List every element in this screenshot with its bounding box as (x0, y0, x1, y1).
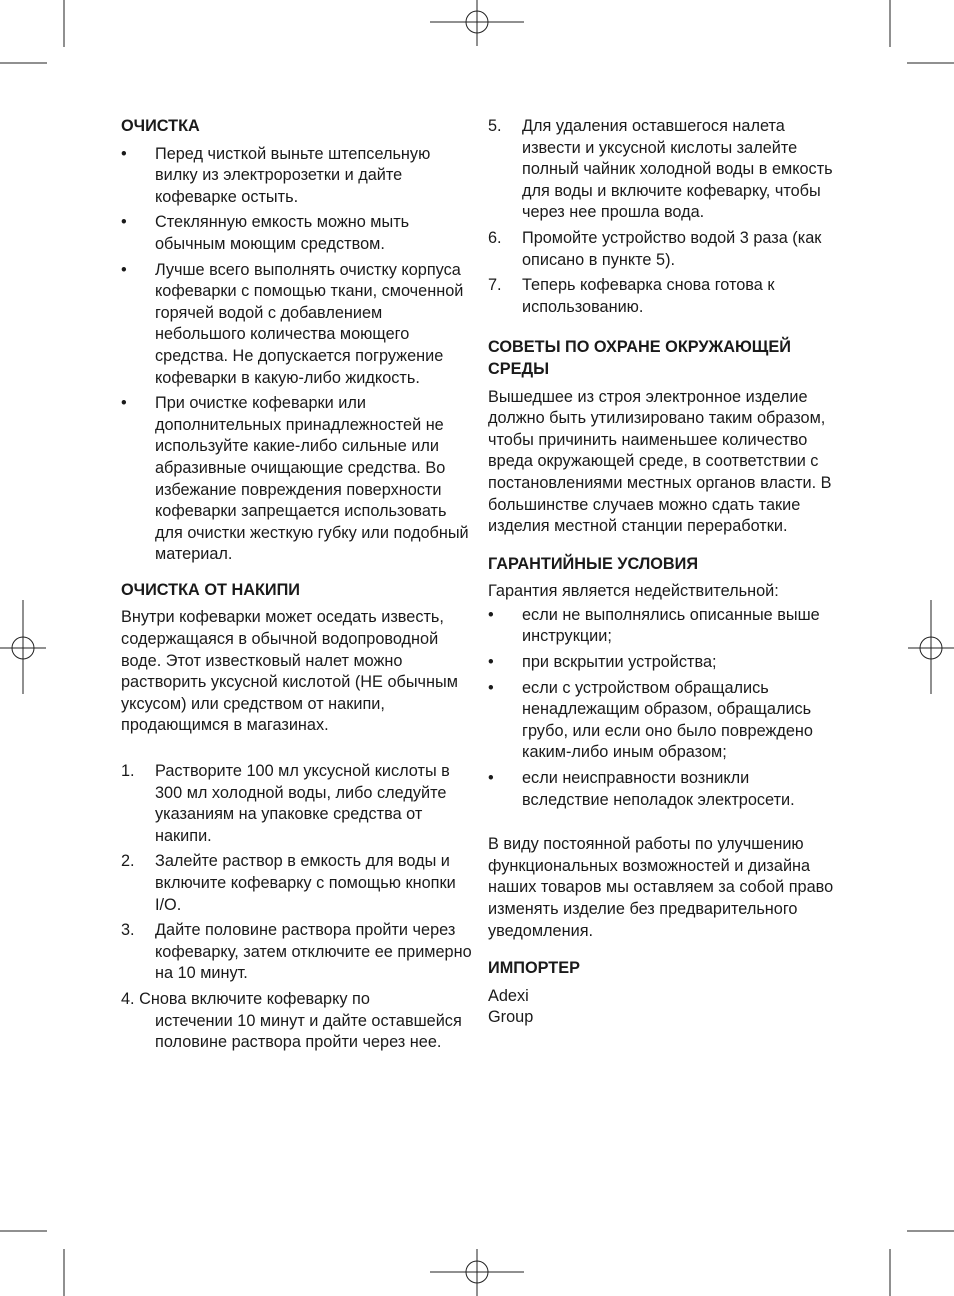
importer-heading: ИМПОРТЕР (488, 959, 580, 978)
cleaning-heading: ОЧИСТКА (121, 117, 200, 135)
bullet-mark: • (121, 260, 127, 279)
left-column (121, 116, 473, 1054)
cleaning-bullet-3 (121, 260, 473, 390)
step-number: 7. (488, 276, 502, 295)
warranty-bullet-4 (488, 768, 840, 811)
cleaning-bullet-4 (121, 393, 473, 566)
descaling-step-4 (121, 989, 473, 1054)
right-column (488, 116, 840, 1029)
warranty-bullet-text: если не выполнялись описанные выше инструкции; (522, 605, 820, 646)
step-4-rest: истечении 10 минут и дайте оставшейся половине раствора пройти через нее. (155, 1011, 462, 1052)
step-number: 1. (121, 762, 135, 781)
cleaning-bullet-2 (121, 212, 473, 255)
descaling-step-1 (121, 761, 473, 847)
descaling-step-6 (488, 228, 840, 271)
step-text: Растворите 100 мл уксусной кислоты в 300 мл холодной воды, либо следуйте указаниям на упаковке средства от накипи. (155, 762, 450, 845)
bullet-mark: • (121, 213, 127, 232)
importer-name-line2: Group (488, 1008, 534, 1027)
bullet-mark: • (488, 653, 494, 672)
warranty-bullet-3 (488, 678, 840, 764)
environment-text: Вышедшее из строя электронное изделие должно быть утилизировано таким образом, чтобы причинить наименьшее количество вреда окружающей среде, в соответствии с постановлениями местных органов власти. В большинстве случаев можно сдать такие изделия местной станции переработки. (488, 387, 832, 536)
step-number: 6. (488, 228, 502, 247)
bullet-mark: • (121, 144, 127, 163)
warranty-bullet-text: если с устройством обращались ненадлежащим образом, обращались грубо, или если оно было повреждено каким-либо иным образом; (522, 678, 813, 762)
descaling-step-2 (121, 851, 473, 916)
cleaning-bullet-text: Стеклянную емкость можно мыть обычным моющим средством. (155, 213, 410, 253)
descaling-step-3 (121, 920, 473, 985)
step-text: Залейте раствор в емкость для воды и включите кофеварку с помощью кнопки I/O. (155, 852, 456, 914)
warranty-bullet-text: если неисправности возникли вследствие неполадок электросети. (522, 769, 795, 809)
warranty-bullet-1 (488, 605, 840, 648)
descaling-intro: Внутри кофеварки может оседать известь, содержащаяся в обычной водопроводной воде. Этот известковый налет можно растворить уксусной кислотой (НЕ обычным уксусом) или средством от накипи, продающимся в магазинах. (121, 608, 458, 735)
bullet-mark: • (488, 605, 494, 624)
bullet-mark: • (488, 678, 494, 697)
step-number: 5. (488, 117, 502, 135)
warranty-intro: Гарантия является недействительной: (488, 582, 779, 601)
cleaning-bullet-1 (121, 144, 473, 209)
descaling-heading: ОЧИСТКА ОТ НАКИПИ (121, 580, 301, 599)
bullet-mark: • (488, 769, 494, 788)
step-text: Дайте половине раствора пройти через кофеварку, затем отключите ее примерно на 10 минут. (155, 921, 472, 983)
warranty-heading: ГАРАНТИЙНЫЕ УСЛОВИЯ (488, 554, 699, 573)
step-text: Промойте устройство водой 3 раза (как описано в пункте 5). (522, 228, 822, 269)
importer-name-line1: Adexi (488, 986, 529, 1005)
cleaning-bullet-text: При очистке кофеварки или дополнительных принадлежностей не используйте какие-либо сильные или абразивные очищающие средства. Во избежание повреждения поверхности кофеварки запрещается использовать для очистки жесткую губку или подобный материал. (155, 394, 469, 564)
step-4-lead: 4. Снова включите кофеварку по (121, 989, 370, 1008)
step-text: Для удаления оставшегося налета извести и уксусной кислоты залейте полный чайник холодной воды в емкость для воды и включите кофеварку, чтобы через нее прошла вода. (522, 117, 833, 222)
warranty-bullet-2 (488, 652, 840, 674)
descaling-step-7 (488, 275, 840, 318)
step-number: 2. (121, 852, 135, 871)
improvement-notice: В виду постоянной работы по улучшению функциональных возможностей и дизайна наших товаров мы оставляем за собой право изменять изделие без предварительного уведомления. (488, 835, 834, 940)
step-text: Теперь кофеварка снова готова к использованию. (522, 276, 775, 316)
descaling-step-5 (488, 116, 840, 224)
environment-heading: СОВЕТЫ ПО ОХРАНЕ ОКРУЖАЮЩЕЙ СРЕДЫ (488, 338, 791, 378)
cleaning-bullet-text: Лучше всего выполнять очистку корпуса кофеварки с помощью ткани, смоченной горячей водой с добавлением небольшого количества моющего средства. Не допускается погружение кофеварки в какую-либо жидкость. (155, 260, 464, 387)
warranty-bullet-text: при вскрытии устройства; (522, 653, 717, 672)
step-number: 3. (121, 921, 135, 940)
bullet-mark: • (121, 394, 127, 413)
cleaning-bullet-text: Перед чисткой выньте штепсельную вилку из электророзетки и дайте кофеварке остыть. (155, 144, 431, 206)
